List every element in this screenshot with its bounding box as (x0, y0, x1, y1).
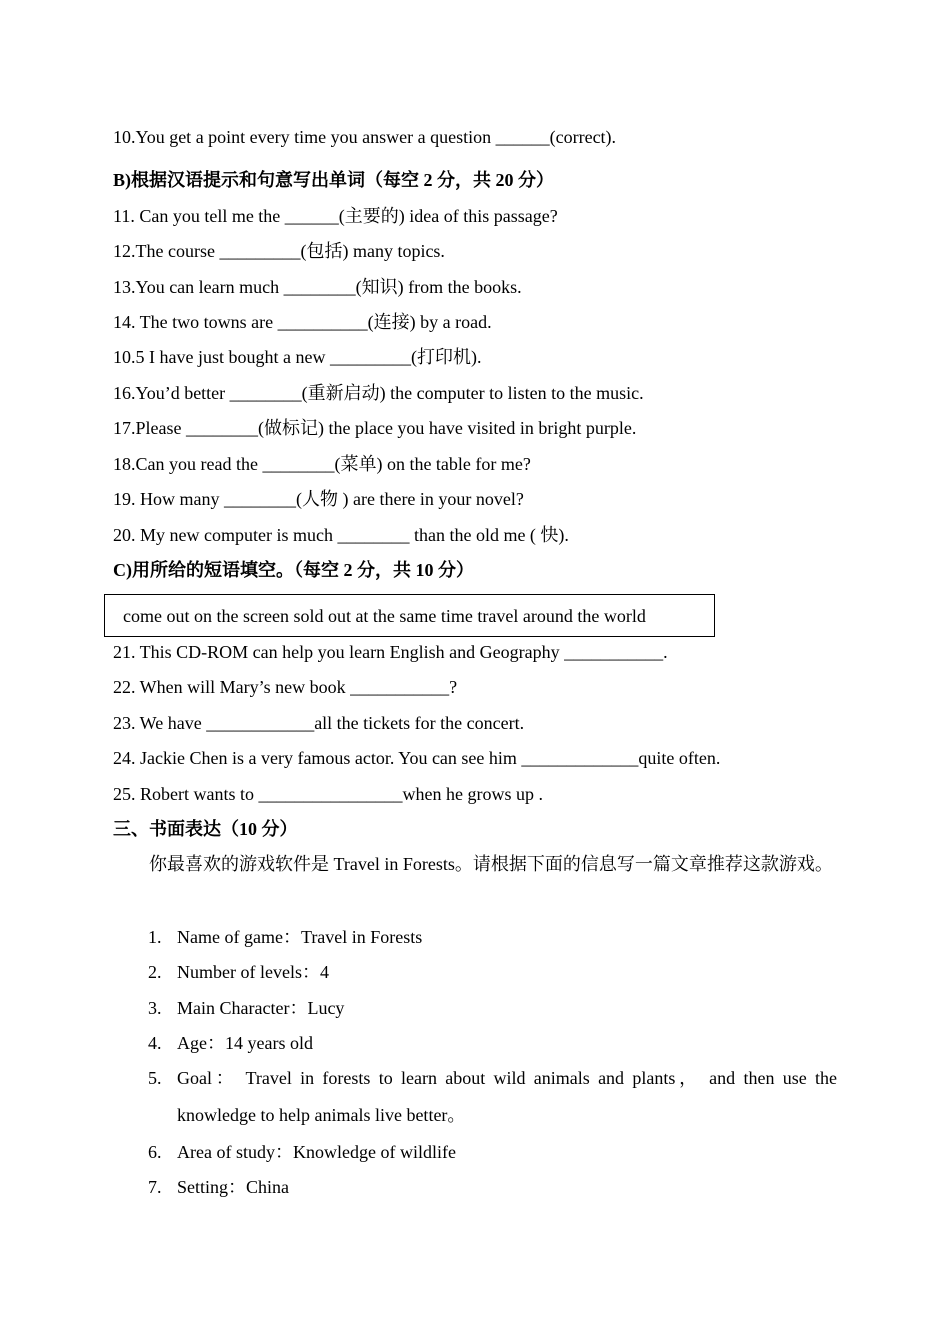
info-item-3 (148, 996, 344, 1020)
question-20: 20. My new computer is much ________ than the old me ( 快). (113, 525, 569, 545)
question-25: 25. Robert wants to ________________when he grows up . (113, 784, 543, 804)
info-item-text: Area of study：Knowledge of wildlife (177, 1142, 456, 1162)
info-item-number: 1. (148, 927, 162, 947)
info-item-text: Main Character：Lucy (177, 998, 345, 1018)
question-17: 17.Please ________(做标记) the place you have visited in bright purple. (113, 418, 637, 438)
info-item-number: 2. (148, 962, 162, 982)
writing-prompt (113, 846, 837, 883)
writing-prompt-text: 你最喜欢的游戏软件是 Travel in Forests。请根据下面的信息写一篇文章推荐这款游戏。 (149, 854, 833, 874)
info-item-number: 3. (148, 998, 162, 1018)
info-item-1 (148, 925, 422, 949)
writing-section-heading: 三、书面表达（10 分） (113, 819, 298, 839)
question-10: 10.You get a point every time you answer a question ______(correct). (113, 127, 617, 147)
question-16: 16.You’d better ________(重新启动) the computer to listen to the music. (113, 383, 644, 403)
question-18: 18.Can you read the ________(菜单) on the table for me? (113, 454, 531, 474)
info-item-text: Age：14 years old (177, 1033, 313, 1053)
info-item-2 (148, 960, 329, 984)
section-c-heading: C)用所给的短语填空。（每空 2 分，共 10 分） (113, 560, 474, 580)
question-23: 23. We have ____________all the tickets for the concert. (113, 713, 525, 733)
info-item-number: 4. (148, 1033, 162, 1053)
question-15: 10.5 I have just bought a new _________(打印机). (113, 347, 482, 367)
info-item-number: 7. (148, 1177, 162, 1197)
phrase-box-text: come out on the screen sold out at the same time travel around the world (123, 606, 646, 626)
section-b-heading: B)根据汉语提示和句意写出单词（每空 2 分，共 20 分） (113, 170, 554, 190)
question-21: 21. This CD-ROM can help you learn English and Geography ___________. (113, 642, 668, 662)
question-24: 24. Jackie Chen is a very famous actor. You can see him _____________quite often. (113, 748, 721, 768)
info-item-text: Number of levels：4 (177, 962, 329, 982)
info-item-6 (148, 1140, 456, 1164)
info-item-7 (148, 1175, 289, 1199)
info-item-number: 5. (148, 1068, 162, 1088)
phrase-box (104, 594, 715, 637)
info-item-text: Goal： Travel in forests to learn about wild animals and plants， and then use the knowledge to help animals live better。 (177, 1068, 837, 1125)
info-item-number: 6. (148, 1142, 162, 1162)
question-11: 11. Can you tell me the ______(主要的) idea of this passage? (113, 206, 558, 226)
info-item-text: Name of game：Travel in Forests (177, 927, 423, 947)
info-item-text: Setting：China (177, 1177, 289, 1197)
question-12: 12.The course _________(包括) many topics. (113, 241, 445, 261)
info-item-5 (148, 1060, 837, 1134)
question-13: 13.You can learn much ________(知识) from the books. (113, 277, 522, 297)
question-14: 14. The two towns are __________(连接) by a road. (113, 312, 492, 332)
question-19: 19. How many ________(人物 ) are there in your novel? (113, 489, 524, 509)
question-22: 22. When will Mary’s new book ___________? (113, 677, 458, 697)
info-item-4 (148, 1031, 313, 1055)
